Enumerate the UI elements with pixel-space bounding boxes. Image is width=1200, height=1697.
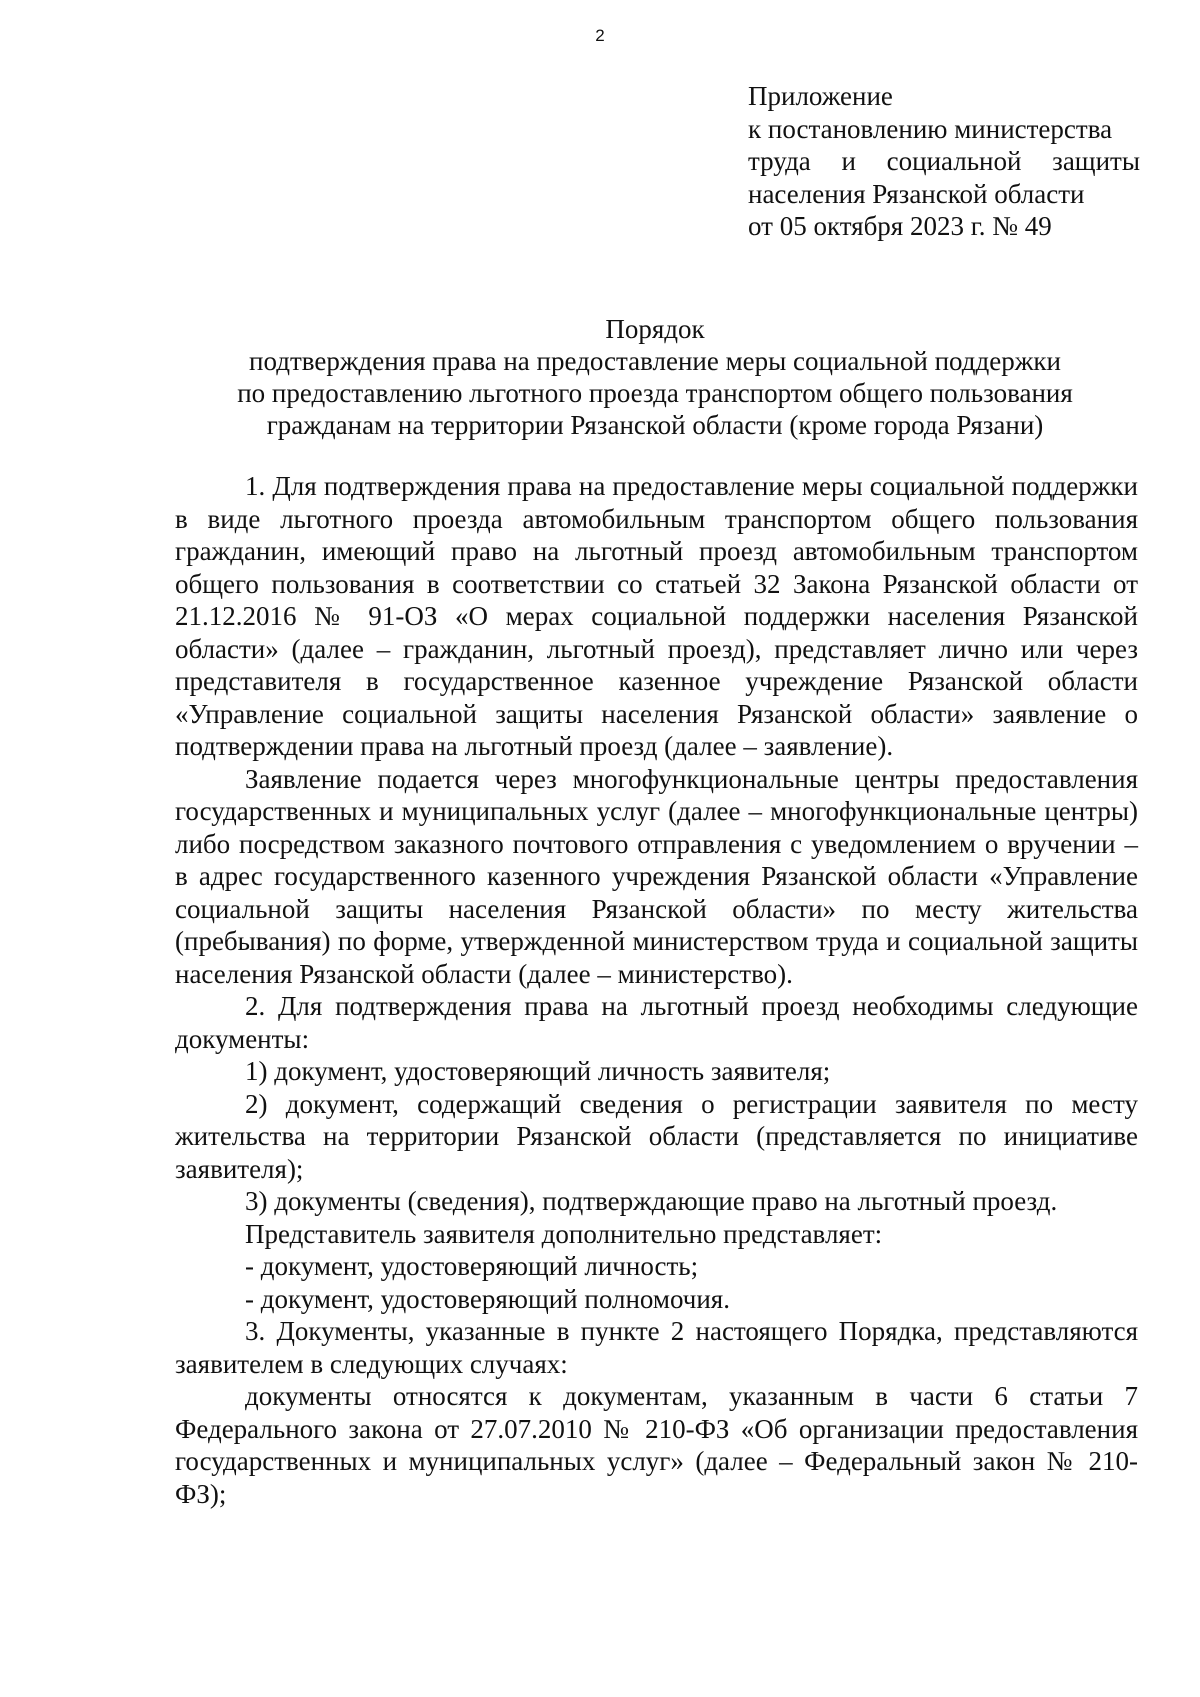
document-heading: [175, 313, 1135, 441]
heading-subtitle-line: гражданам на территории Рязанской области (кроме города Рязани): [266, 410, 1044, 440]
appendix-line: Приложение: [748, 81, 893, 111]
document-body: [175, 470, 1138, 1510]
list-item: 1) документ, удостоверяющий личность заявителя;: [245, 1056, 831, 1086]
paragraph-1: 1. Для подтверждения права на предоставление меры социальной поддержки в виде льготного проезда автомобильным транспортом общего пользования гражданин, имеющий право на льготный проезд автомобильным транспортом общего пользования в соответствии со статьей 32 Закона Рязанской области от 21.12.2016 № 91-ОЗ «О мерах социальной поддержки населения Рязанской области» (далее – гражданин, льготный проезд), представляет лично или через представителя в государственное казенное учреждение Рязанской области «Управление социальной защиты населения Рязанской области» заявление о подтверждении права на льготный проезд (далее – заявление).: [175, 471, 1138, 761]
appendix-block: [748, 80, 1140, 243]
list-item: - документ, удостоверяющий полномочия.: [245, 1283, 730, 1314]
paragraph-3: 3. Документы, указанные в пункте 2 настоящего Порядка, представляются заявителем в следующих случаях:: [175, 1316, 1138, 1379]
page-number: 2: [595, 26, 605, 45]
paragraph-2: 2. Для подтверждения права на льготный проезд необходимы следующие документы:: [175, 991, 1138, 1054]
appendix-line: населения Рязанской области: [748, 178, 1085, 209]
heading-subtitle-line: по предоставлению льготного проезда транспортом общего пользования: [237, 378, 1073, 408]
paragraph-representative: Представитель заявителя дополнительно представляет:: [245, 1218, 883, 1249]
list-item: 2) документ, содержащий сведения о регистрации заявителя по месту жительства на территории Рязанской области (представляется по инициативе заявителя);: [175, 1088, 1138, 1184]
appendix-line: от 05 октября 2023 г. № 49: [748, 211, 1052, 241]
heading-title: Порядок: [605, 314, 705, 344]
paragraph-application-submission: Заявление подается через многофункциональные центры предоставления государственных и муниципальных услуг (далее – многофункциональные центры) либо посредством заказного почтового отправления с уведомлением о вручении – в адрес государственного казенного учреждения Рязанской области «Управление социальной защиты населения Рязанской области» по месту жительства (пребывания) по форме, утвержденной министерством труда и социальной защиты населения Рязанской области (далее – министерство).: [175, 763, 1138, 989]
appendix-line: труда и социальной защиты: [748, 146, 1140, 176]
list-item: 3) документы (сведения), подтверждающие право на льготный проезд.: [245, 1186, 1058, 1216]
list-item: - документ, удостоверяющий личность;: [245, 1251, 699, 1281]
paragraph-documents-cases: документы относятся к документам, указанным в части 6 статьи 7 Федерального закона от 27.07.2010 № 210-ФЗ «Об организации предоставления государственных и муниципальных услуг» (далее – Федеральный закон № 210-ФЗ);: [175, 1381, 1138, 1509]
appendix-line: к постановлению министерства: [748, 113, 1113, 144]
heading-subtitle-line: подтверждения права на предоставление меры социальной поддержки: [249, 346, 1061, 376]
